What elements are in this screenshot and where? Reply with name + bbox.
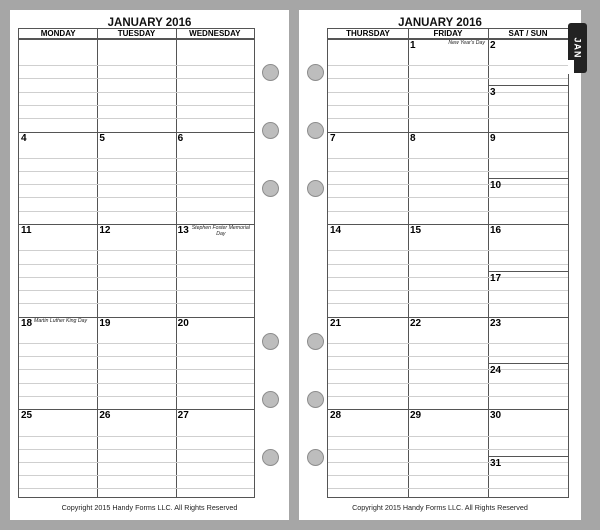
ruled-line — [19, 92, 254, 93]
week-divider — [328, 317, 568, 318]
right-page — [299, 10, 581, 520]
day-number: 14 — [330, 225, 342, 237]
day-split-divider — [488, 456, 568, 457]
binder-hole — [262, 391, 279, 408]
holiday-note: Stephen Foster Memorial Day — [191, 225, 250, 238]
day-number: 13 — [177, 225, 189, 237]
day-number: 22 — [410, 317, 422, 329]
month-tab-notch — [568, 60, 574, 74]
ruled-line — [19, 462, 254, 463]
day-split-divider — [488, 363, 568, 364]
day-number: 30 — [490, 410, 502, 422]
left-copyright: Copyright 2015 Handy Forms LLC. All Rights Reserved — [61, 503, 238, 512]
ruled-line — [328, 343, 568, 344]
ruled-line — [19, 277, 254, 278]
day-number: 3 — [490, 87, 496, 99]
ruled-line — [328, 475, 568, 476]
day-number: 18 — [21, 317, 33, 329]
column-header: FRIDAY — [408, 29, 488, 39]
day-number: 17 — [490, 272, 502, 284]
day-number: 6 — [177, 132, 184, 144]
day-number: 4 — [21, 132, 27, 144]
ruled-line — [19, 449, 254, 450]
ruled-line — [19, 369, 254, 370]
ruled-line — [19, 197, 254, 198]
left-page — [10, 10, 289, 520]
week-divider — [328, 409, 568, 410]
ruled-line — [19, 65, 254, 66]
day-number: 15 — [410, 225, 422, 237]
day-number: 12 — [99, 225, 111, 237]
ruled-line — [328, 396, 568, 397]
day-number: 10 — [490, 179, 502, 191]
column-header: WEDNESDAY — [176, 29, 254, 39]
ruled-line — [19, 250, 254, 251]
ruled-line — [328, 105, 568, 106]
ruled-line — [19, 436, 254, 437]
day-number: 25 — [21, 410, 33, 422]
day-number: 19 — [99, 317, 111, 329]
month-tab-label: JAN — [572, 37, 583, 59]
ruled-line — [328, 92, 568, 93]
day-number: 2 — [490, 40, 496, 51]
day-number: 9 — [490, 132, 496, 144]
day-number: 16 — [490, 225, 502, 237]
left-calendar-grid — [18, 28, 255, 498]
ruled-line — [19, 383, 254, 384]
ruled-line — [328, 171, 568, 172]
ruled-line — [328, 184, 568, 185]
ruled-line — [19, 396, 254, 397]
left-page-title: JANUARY 2016 — [107, 17, 192, 29]
day-number: 31 — [490, 457, 502, 469]
ruled-line — [19, 290, 254, 291]
ruled-line — [19, 356, 254, 357]
column-header: TUESDAY — [97, 29, 175, 39]
day-split-divider — [488, 85, 568, 86]
right-calendar-grid — [327, 28, 569, 498]
day-split-divider — [488, 178, 568, 179]
right-page-title: JANUARY 2016 — [398, 17, 482, 29]
day-number: 21 — [330, 317, 342, 329]
ruled-line — [19, 118, 254, 119]
binder-hole — [307, 180, 324, 197]
ruled-line — [19, 171, 254, 172]
day-number: 24 — [490, 365, 502, 377]
ruled-line — [19, 105, 254, 106]
week-divider — [328, 224, 568, 225]
binder-hole — [262, 180, 279, 197]
day-number: 8 — [410, 132, 416, 144]
binder-hole — [307, 449, 324, 466]
column-header: THURSDAY — [328, 29, 408, 39]
ruled-line — [328, 277, 568, 278]
binder-hole — [262, 449, 279, 466]
ruled-line — [328, 65, 568, 66]
column-header: MONDAY — [19, 29, 97, 39]
ruled-line — [19, 488, 254, 489]
ruled-line — [328, 436, 568, 437]
day-number: 28 — [330, 410, 342, 422]
right-copyright: Copyright 2015 Handy Forms LLC. All Rights Reserved — [352, 503, 528, 512]
binder-hole — [262, 64, 279, 81]
day-number: 23 — [490, 317, 502, 329]
day-number: 27 — [177, 410, 189, 422]
ruled-line — [328, 449, 568, 450]
day-number: 20 — [177, 317, 189, 329]
binder-hole — [262, 122, 279, 139]
column-header: SAT / SUN — [488, 29, 568, 39]
ruled-line — [19, 78, 254, 79]
ruled-line — [19, 303, 254, 304]
binder-hole — [262, 333, 279, 350]
ruled-line — [328, 264, 568, 265]
binder-hole — [307, 64, 324, 81]
day-number: 11 — [21, 225, 32, 237]
day-number: 5 — [99, 132, 105, 144]
ruled-line — [328, 383, 568, 384]
ruled-line — [19, 211, 254, 212]
week-divider — [19, 132, 254, 133]
ruled-line — [328, 356, 568, 357]
ruled-line — [328, 197, 568, 198]
ruled-line — [328, 369, 568, 370]
ruled-line — [328, 488, 568, 489]
ruled-line — [328, 303, 568, 304]
ruled-line — [19, 184, 254, 185]
day-number: 1 — [410, 40, 416, 51]
binder-hole — [307, 391, 324, 408]
day-number: 29 — [410, 410, 422, 422]
week-divider — [328, 132, 568, 133]
ruled-line — [19, 158, 254, 159]
ruled-line — [328, 290, 568, 291]
ruled-line — [328, 78, 568, 79]
header-divider — [19, 39, 254, 40]
holiday-note: New Year's Day — [448, 40, 485, 46]
day-number: 7 — [330, 132, 336, 144]
holiday-note: Martin Luther King Day — [34, 317, 88, 324]
day-number: 26 — [99, 410, 111, 422]
binder-hole — [307, 122, 324, 139]
ruled-line — [328, 250, 568, 251]
ruled-line — [328, 118, 568, 119]
ruled-line — [328, 462, 568, 463]
binder-hole — [307, 333, 324, 350]
day-split-divider — [488, 271, 568, 272]
ruled-line — [328, 158, 568, 159]
week-divider — [19, 409, 254, 410]
ruled-line — [19, 264, 254, 265]
ruled-line — [19, 343, 254, 344]
ruled-line — [19, 475, 254, 476]
ruled-line — [328, 211, 568, 212]
